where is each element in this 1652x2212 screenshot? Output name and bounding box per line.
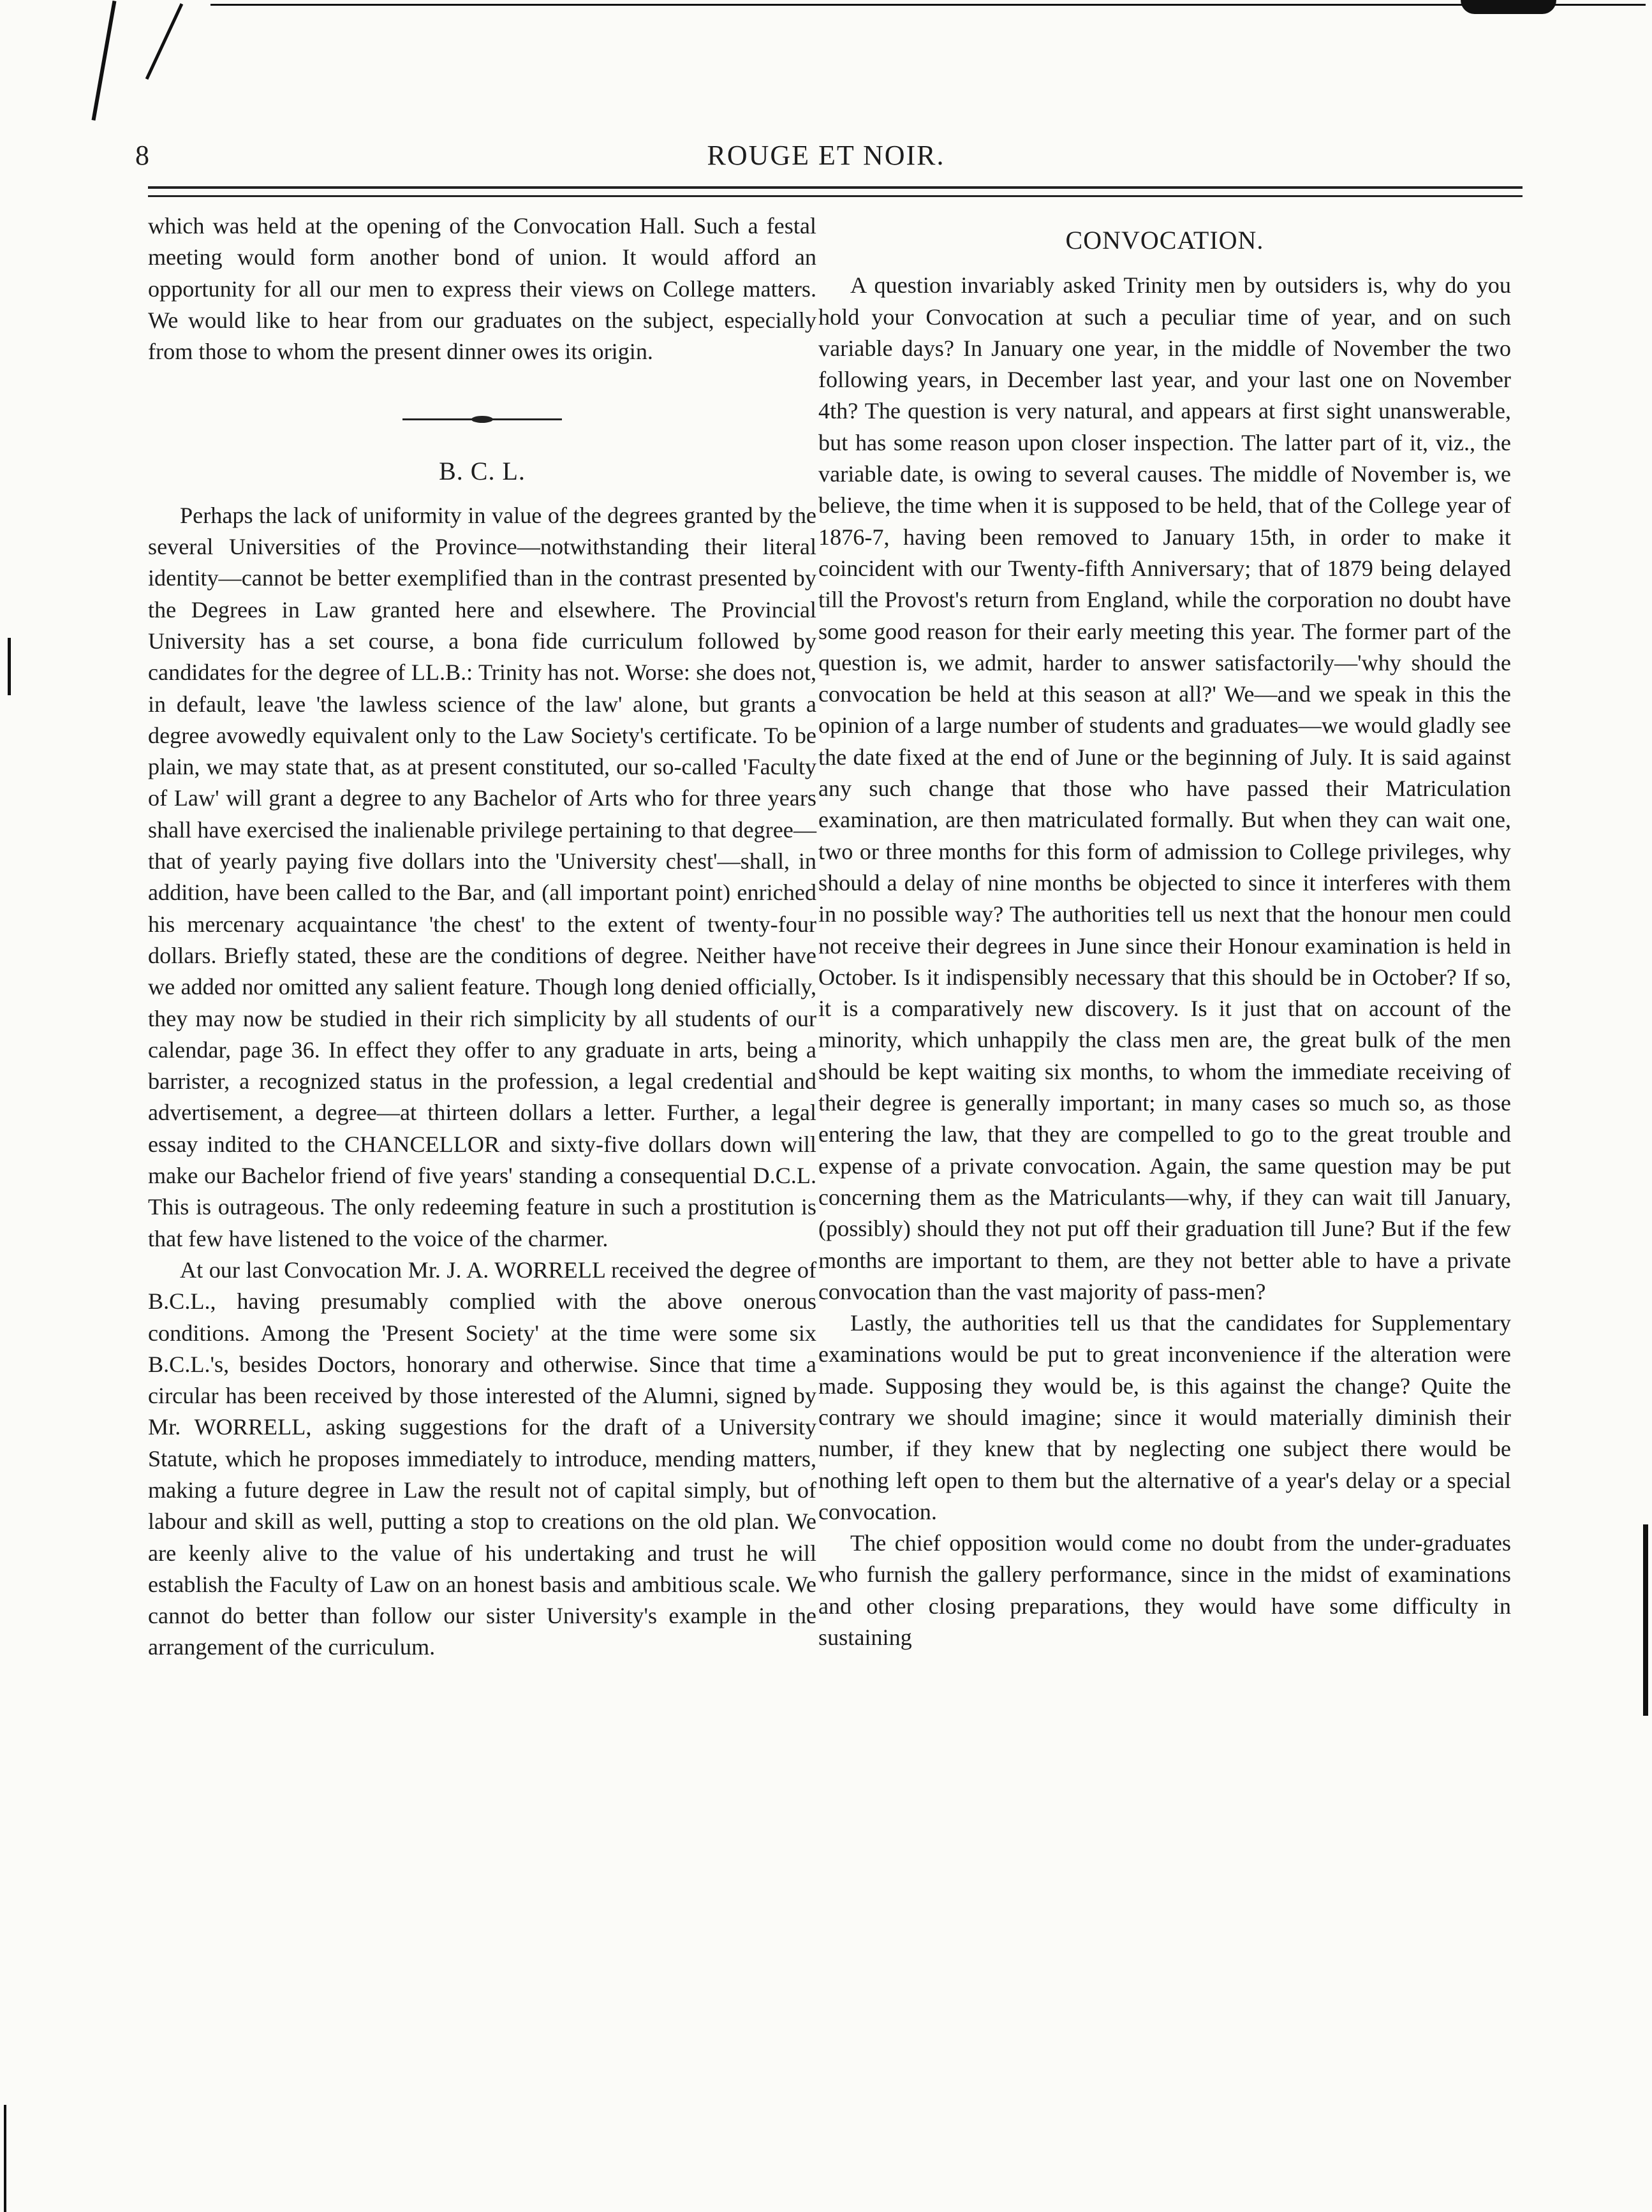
scan-mark-left-edge	[8, 638, 11, 695]
convocation-paragraph-3: The chief opposition would come no doubt from the under-graduates who furnish the gallery performance, since in the midst of examinations and other closing preparations, they would have some difficulty in sustaining	[818, 1530, 1511, 1651]
continuation-paragraph: which was held at the opening of the Convocation Hall. Such a festal meeting would form another bond of union. It would afford an opportunity for all our men to express their views on College matters. We would like to hear from our graduates on the subject, especially from those to whom the present dinner owes its origin.	[148, 213, 816, 365]
right-column	[818, 210, 1511, 1653]
scan-mark-right-edge	[1643, 1524, 1648, 1716]
bcl-paragraph-2: At our last Convocation Mr. J. A. WORRELL received the degree of B.C.L., having presumably complied with the above onerous conditions. Among the 'Present Society' at the time were some six B.C.L.'s, besides Doctors, honorary and otherwise. Since that time a circular has been received by those interested of the Alumni, signed by Mr. WORRELL, asking suggestions for the draft of a University Statute, which he proposes immediately to introduce, mending matters, making a future degree in Law the result not of capital simply, but of labour and skill as well, putting a stop to creations on the old plan. We are keenly alive to the value of his undertaking and trust he will establish the Faculty of Law on an honest basis and ambitious scale. We cannot do better than follow our sister University's example in the arrangement of the curriculum.	[148, 1257, 816, 1660]
header-rule	[148, 186, 1523, 189]
bcl-paragraph-1: Perhaps the lack of uniformity in value of the degrees granted by the several Universities of the Province—notwithstanding their literal identity—cannot be better exemplified than in the contrast presented by the Degrees in Law granted here and elsewhere. The Provincial University has a set course, a bona fide curriculum followed by candidates for the degree of LL.B.: Trinity has not. Worse: she does not, in default, leave 'the lawless science of the law' alone, but grants a degree avowedly equivalent only to the Law Society's certificate. To be plain, we may state that, as at present constituted, our so-called 'Faculty of Law' will grant a degree to any Bachelor of Arts who for three years shall have exercised the inalienable privilege pertaining to that degree—that of yearly paying five dollars into the 'University chest'—shall, in addition, have been called to the Bar, and (all important point) enriched his mercenary acquaintance 'the chest' to the extent of twenty-four dollars. Briefly stated, these are the conditions of degree. Neither have we added nor omitted any salient feature. Though long denied officially, they may now be studied in their rich simplicity by all students of our calendar, page 36. In effect they offer to any graduate in arts, being a barrister, a recognized status in the profession, a legal credential and advertisement, a degree—at thirteen dollars a letter. Further, a legal essay indited to the CHANCELLOR and sixty-five dollars down will make our Bachelor friend of five years' standing a consequential D.C.L. This is outrageous. The only redeeming feature in such a prostitution is that few have listened to the voice of the charmer.	[148, 502, 817, 1251]
scan-mark-bottom-left	[4, 2105, 6, 2212]
convocation-paragraph-2: Lastly, the authorities tell us that the candidates for Supplementary examinations would be put to great inconvenience if the alteration were made. Supposing they would be, is this against the change? Quite the contrary we should imagine; since it would materially diminish their number, if they knew that by neglecting one subject there would be nothing left open to them but the alternative of a year's delay or a special convocation.	[818, 1310, 1511, 1524]
section-divider	[402, 418, 562, 420]
left-column	[148, 210, 816, 1663]
scan-mark-top-left	[92, 1, 117, 121]
bcl-heading: B. C. L.	[439, 457, 526, 486]
scan-mark-top-left-2	[145, 3, 183, 80]
scan-mark-top	[210, 4, 1646, 6]
journal-title: ROUGE ET NOIR.	[707, 140, 945, 171]
page-number: 8	[135, 140, 149, 171]
scan-mark-top-right	[1461, 0, 1556, 14]
convocation-paragraph-1: A question invariably asked Trinity men by outsiders is, why do you hold your Convocation at such a peculiar time of year, and on such variable days? In January one year, in the middle of November the two following years, in December last year, and your last one on November 4th? The question is very natural, and appears at first sight unanswerable, but has some reason upon closer inspection. The latter part of it, viz., the variable date, is owing to several causes. The middle of November is, we believe, the time when it is supposed to be held, that of the College year of 1876-7, having been removed to January 15th, in order to make it coincident with our Twenty-fifth Anniversary; that of 1879 being delayed till the Provost's return from England, while the corporation no doubt have some good reason for their early meeting this year. The former part of the question is, we admit, harder to answer satisfactorily—'why should the convocation be held at this season at all?' We—and we speak in this the opinion of a large number of students and graduates—we would gladly see the date fixed at the end of June or the beginning of July. It is said against any such change that those who have passed their Matriculation examination, are then matriculated formally. But when they can wait one, two or three months for this form of admission to College privileges, why should a delay of nine months be objected to since it interferes with them in no possible way? The authorities tell us next that the honour men could not receive their degrees in June since their Honour examination is held in October. Is it indispensibly necessary that this should be in October? If so, it is a comparatively new discovery. Is it just that on account of the minority, which unhappily the class men are, the great bulk of the men should be kept waiting six months, to whom the immediate receiving of their degree is generally important; in many cases so much so, as those entering the law, that they are compelled to go to the great trouble and expense of a private convocation. Again, the same question may be put concerning them as the Matriculants—why, if they can wait till January, (possibly) should they not put off their graduation till June? But if the few months are important to them, are they not better able to have a private convocation than the vast majority of pass-men?	[818, 272, 1511, 1304]
header-rule-thin	[148, 195, 1523, 197]
convocation-heading: CONVOCATION.	[1065, 226, 1264, 254]
